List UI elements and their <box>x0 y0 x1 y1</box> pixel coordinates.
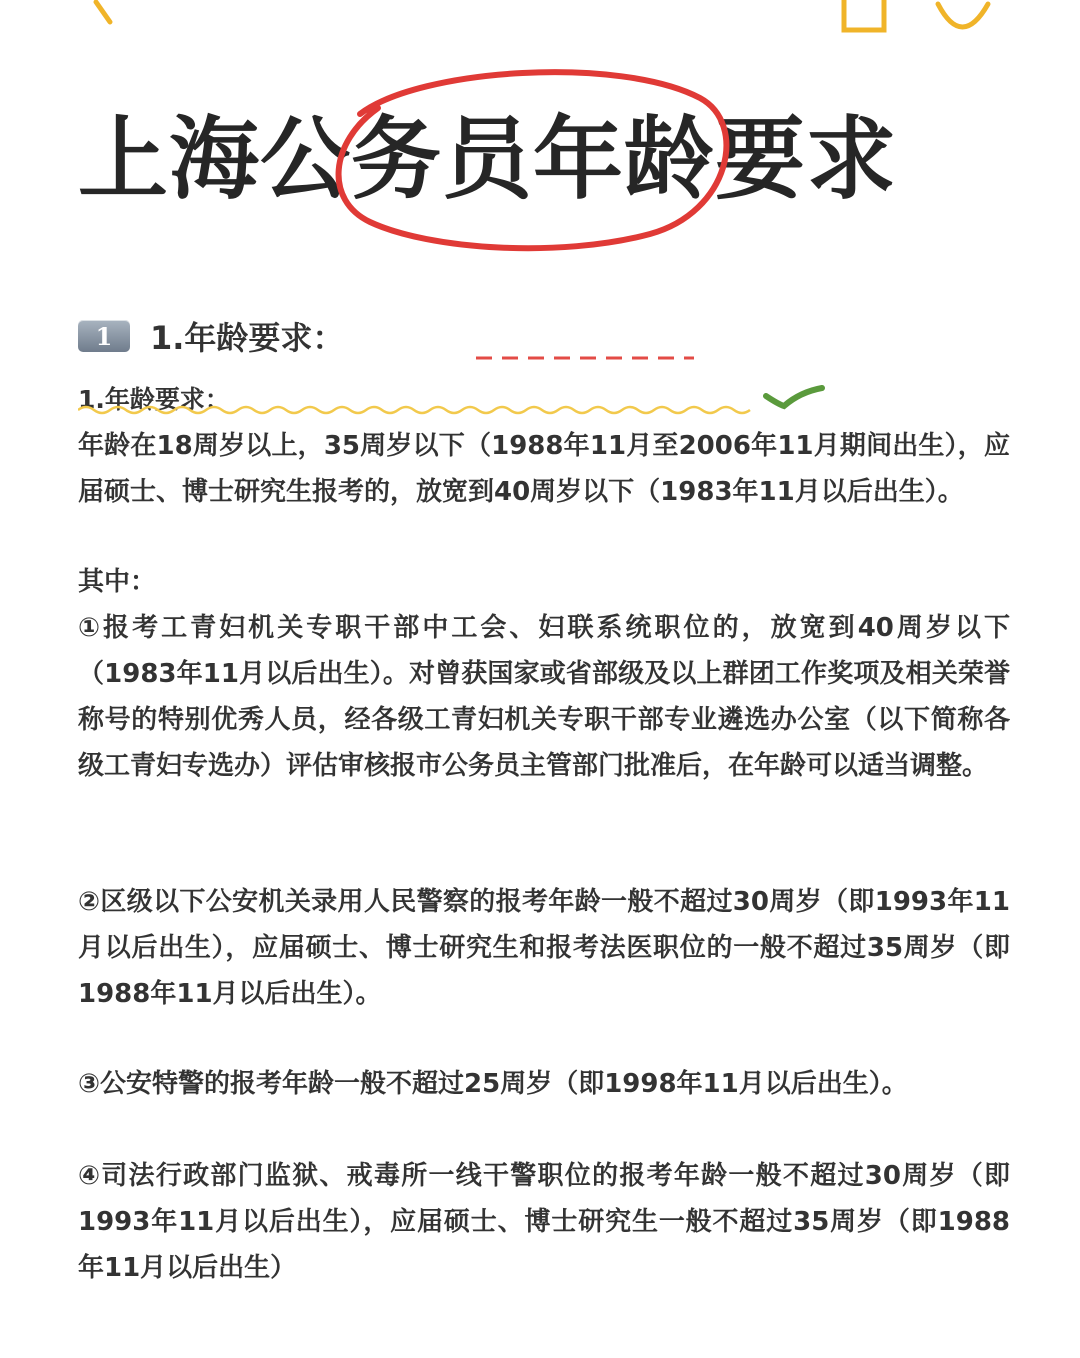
green-check-icon <box>760 382 826 412</box>
top-bar <box>0 0 1080 40</box>
section-heading-row <box>78 312 344 360</box>
rule-item-2: ②区级以下公安机关录用人民警察的报考年龄一般不超过30周岁（即1993年11月以后出生），应届硕士、博士研究生和报考法医职位的一般不超过35周岁（即1988年11月以后出生）。 <box>78 887 1010 1009</box>
more-icon[interactable] <box>930 0 994 36</box>
back-arrow-icon[interactable] <box>80 0 120 30</box>
yellow-wavy-underline <box>78 402 758 418</box>
red-dashed-underline <box>474 350 696 366</box>
page-title: 上海公务员年龄要求 <box>78 107 897 212</box>
note-icon[interactable] <box>838 0 890 34</box>
section-title: 1.年龄要求： <box>150 319 345 357</box>
among-label: 其中： <box>78 567 157 597</box>
age-range-paragraph: 年龄在18周岁以上，35周岁以下（1988年11月至2006年11月期间出生），应届硕士、博士研究生报考的，放宽到40周岁以下（1983年11月以后出生）。 <box>78 431 1010 507</box>
age-requirement-subheading: 1.年龄要求： <box>78 385 230 414</box>
section-number-badge: 1 <box>78 320 130 352</box>
rule-item-1: ①报考工青妇机关专职干部中工会、妇联系统职位的，放宽到40周岁以下（1983年11月以后出生）。对曾获国家或省部级及以上群团工作奖项及相关荣誉称号的特别优秀人员，经各级工青妇机关专职干部专业遴选办公室（以下简称各级工青妇专选办）评估审核报市公务员主管部门批准后，在年龄可以适当调整。 <box>78 613 1010 781</box>
rule-item-4: ④司法行政部门监狱、戒毒所一线干警职位的报考年龄一般不超过30周岁（即1993年11月以后出生），应届硕士、博士研究生一般不超过35周岁（即1988年11月以后出生） <box>78 1161 1010 1283</box>
rule-item-3: ③公安特警的报考年龄一般不超过25周岁（即1998年11月以后出生）。 <box>78 1069 908 1099</box>
